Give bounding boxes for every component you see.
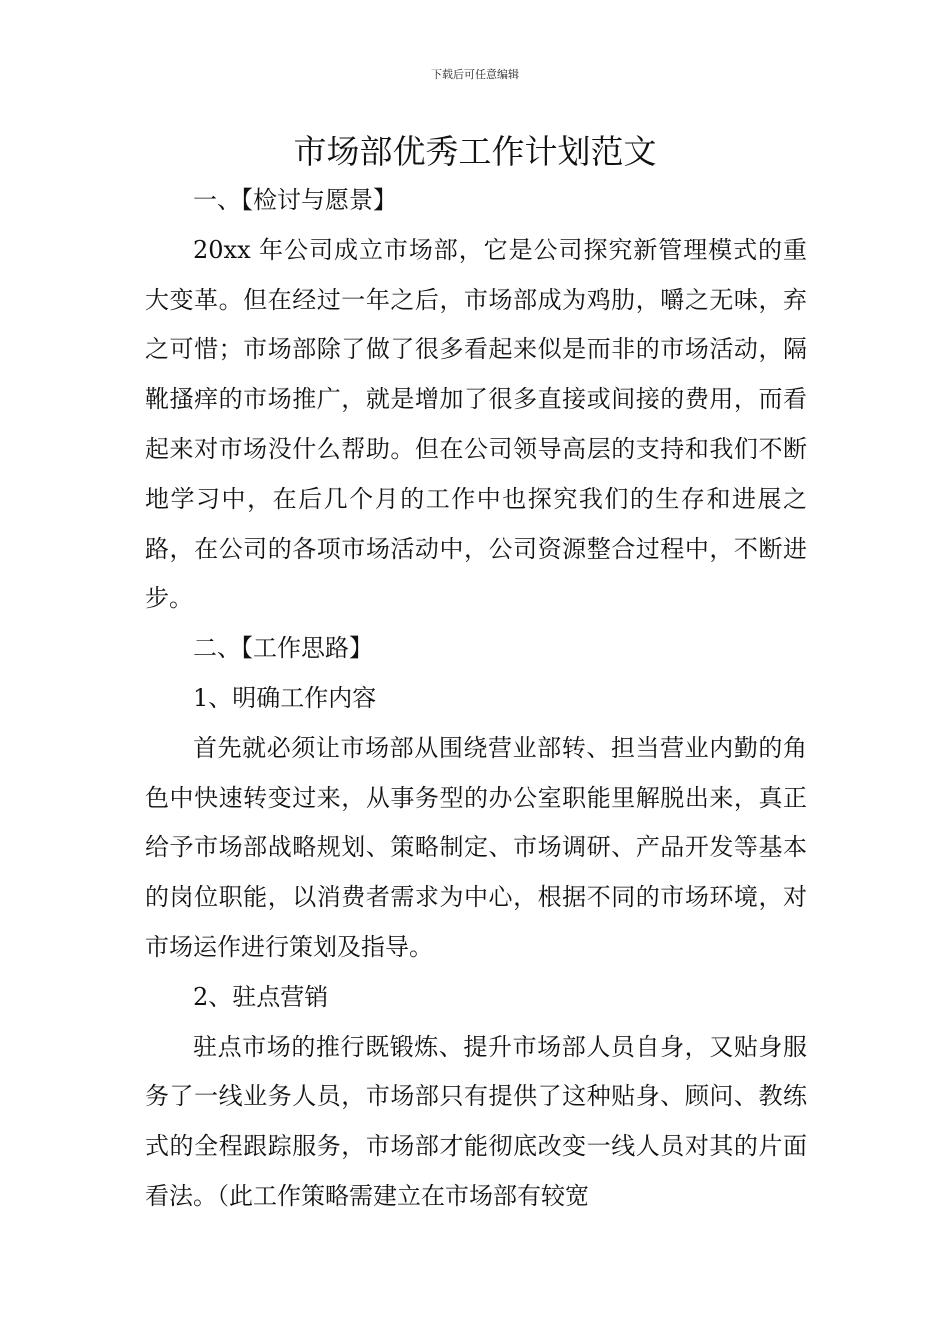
paragraph-review: 20xx 年公司成立市场部，它是公司探究新管理模式的重大变革。但在经过一年之后，市场部成为鸡肋，嚼之无味，弃之可惜；市场部除了做了很多看起来似是而非的市场活动，隔靴搔痒的市场推广，就是增加了很多直接或间接的费用，而看起来对市场没什么帮助。但在公司领导高层的支持和我们不断地学习中，在后几个月的工作中也探究我们的生存和进展之路，在公司的各项市场活动中，公司资源整合过程中，不断进步。 (145, 235, 807, 613)
subheading-onsite-marketing: 2、驻点营销 (193, 982, 329, 1011)
paragraph-work-content: 首先就必须让市场部从围绕营业部转、担当营业内勤的角色中快速转变过来，从事务型的办公室职能里解脱出来，真正给予市场部战略规划、策略制定、市场调研、产品开发等基本的岗位职能，以消费者需求为中心，根据不同的市场环境，对市场运作进行策划及指导。 (145, 733, 807, 961)
document-body (145, 176, 807, 1222)
paragraph-onsite-marketing: 驻点市场的推行既锻炼、提升市场部人员自身，又贴身服务了一线业务人员，市场部只有提供了这种贴身、顾问、教练式的全程跟踪服务，市场部才能彻底改变一线人员对其的片面看法。（此工作策略需建立在市场部有较宽 (145, 1032, 807, 1210)
document-title: 市场部优秀工作计划范文 (293, 132, 657, 171)
subheading-work-content: 1、明确工作内容 (193, 683, 377, 712)
page-header-note: 下载后可任意编辑 (431, 68, 519, 81)
section-heading-approach: 二、【工作思路】 (193, 634, 373, 663)
section-heading-review: 一、【检讨与愿景】 (193, 186, 397, 214)
